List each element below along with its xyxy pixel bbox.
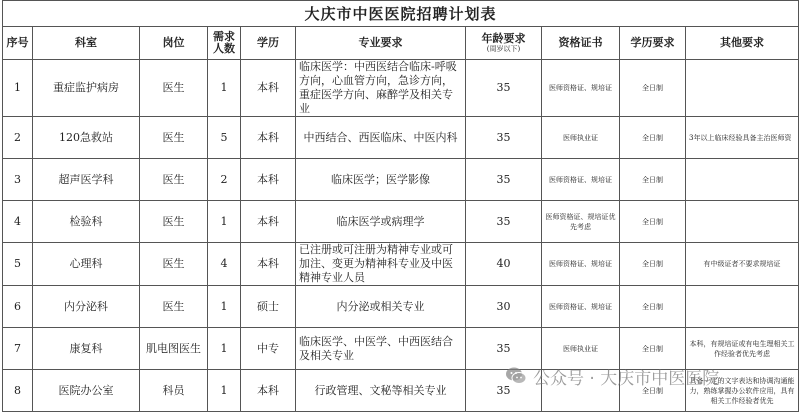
cell-major: 临床医学：中西医结合临床-呼吸方向，心血管方向，急诊方向，重症医学方向、麻醉学及相关专业 xyxy=(296,60,466,117)
cell-edu: 本科 xyxy=(241,117,296,159)
table-row xyxy=(3,243,799,286)
cell-seq: 5 xyxy=(3,243,33,286)
table-row xyxy=(3,201,799,243)
cell-edu-req: 全日制 xyxy=(620,286,686,328)
cell-other: 本科，有规培证或有电生理相关工作经验者优先考虑 xyxy=(686,328,799,370)
cell-dept: 内分泌科 xyxy=(33,286,140,328)
cell-dept: 120急救站 xyxy=(33,117,140,159)
header-seq: 序号 xyxy=(3,27,33,60)
cell-edu: 本科 xyxy=(241,201,296,243)
cell-edu: 中专 xyxy=(241,328,296,370)
cell-edu-req: 全日制 xyxy=(620,60,686,117)
cell-other: 3年以上临床经验具备主治医师资 xyxy=(686,117,799,159)
cell-major: 临床医学或病理学 xyxy=(296,201,466,243)
table-row xyxy=(3,60,799,117)
cell-dept: 康复科 xyxy=(33,328,140,370)
header-edu: 学历 xyxy=(241,27,296,60)
header-cert: 资格证书 xyxy=(542,27,620,60)
header-age-sub: (周岁以下) xyxy=(486,44,521,53)
cell-dept: 超声医学科 xyxy=(33,159,140,201)
cell-seq: 4 xyxy=(3,201,33,243)
cell-num: 2 xyxy=(208,159,241,201)
cell-seq: 3 xyxy=(3,159,33,201)
cell-num: 5 xyxy=(208,117,241,159)
cell-post: 肌电图医生 xyxy=(140,328,208,370)
cell-other xyxy=(686,286,799,328)
header-post: 岗位 xyxy=(140,27,208,60)
cell-edu-req: 全日制 xyxy=(620,201,686,243)
cell-edu: 本科 xyxy=(241,159,296,201)
cell-major: 临床医学、中医学、中西医结合及相关专业 xyxy=(296,328,466,370)
cell-major: 临床医学；医学影像 xyxy=(296,159,466,201)
watermark-text: 公众号 · 大庆市中医医院 xyxy=(533,368,720,389)
cell-seq: 1 xyxy=(3,60,33,117)
header-other: 其他要求 xyxy=(686,27,799,60)
cell-edu: 硕士 xyxy=(241,286,296,328)
cell-edu-req: 全日制 xyxy=(620,243,686,286)
cell-cert: 医师资格证、规培证 xyxy=(542,159,620,201)
cell-post: 医生 xyxy=(140,117,208,159)
cell-other: 具备一定的文字表达和协调沟通能力，熟练掌握办公软件应用，具有相关工作经验者优先 xyxy=(686,370,799,412)
cell-num: 4 xyxy=(208,243,241,286)
cell-seq: 7 xyxy=(3,328,33,370)
cell-age: 35 xyxy=(466,159,542,201)
cell-edu-req: 全日制 xyxy=(620,328,686,370)
table-title: 大庆市中医医院招聘计划表 xyxy=(3,1,799,27)
table-row xyxy=(3,117,799,159)
cell-cert: 医师资格证、规培证 xyxy=(542,286,620,328)
cell-num: 1 xyxy=(208,201,241,243)
cell-age: 35 xyxy=(466,60,542,117)
cell-num: 1 xyxy=(208,60,241,117)
cell-age: 35 xyxy=(466,328,542,370)
cell-post: 医生 xyxy=(140,159,208,201)
cell-major: 行政管理、文秘等相关专业 xyxy=(296,370,466,412)
cell-major: 中西结合、西医临床、中医内科 xyxy=(296,117,466,159)
wechat-icon xyxy=(505,365,527,387)
cell-dept: 医院办公室 xyxy=(33,370,140,412)
cell-edu-req: 全日制 xyxy=(620,159,686,201)
cell-major: 内分泌或相关专业 xyxy=(296,286,466,328)
cell-post: 科员 xyxy=(140,370,208,412)
header-age xyxy=(466,27,542,60)
cell-num: 1 xyxy=(208,370,241,412)
cell-edu: 本科 xyxy=(241,60,296,117)
cell-age: 35 xyxy=(466,117,542,159)
cell-cert: 医师资格证、规培证 xyxy=(542,243,620,286)
cell-seq: 6 xyxy=(3,286,33,328)
cell-dept: 重症监护病房 xyxy=(33,60,140,117)
recruitment-table xyxy=(2,0,799,412)
header-row xyxy=(3,27,799,60)
cell-other xyxy=(686,201,799,243)
cell-age: 35 xyxy=(466,201,542,243)
cell-seq: 2 xyxy=(3,117,33,159)
header-edu-req: 学历要求 xyxy=(620,27,686,60)
cell-age: 35 xyxy=(466,370,542,412)
cell-edu: 本科 xyxy=(241,243,296,286)
cell-cert: 医师资格证、规培证 xyxy=(542,60,620,117)
cell-post: 医生 xyxy=(140,243,208,286)
header-major: 专业要求 xyxy=(296,27,466,60)
cell-edu-req: 全日制 xyxy=(620,370,686,412)
header-age-label: 年龄要求 xyxy=(481,31,526,45)
cell-dept: 心理科 xyxy=(33,243,140,286)
cell-other xyxy=(686,159,799,201)
table-row xyxy=(3,286,799,328)
cell-num: 1 xyxy=(208,286,241,328)
cell-post: 医生 xyxy=(140,201,208,243)
cell-edu-req: 全日制 xyxy=(620,117,686,159)
cell-post: 医生 xyxy=(140,286,208,328)
header-dept: 科室 xyxy=(33,27,140,60)
cell-cert: 医师执业证 xyxy=(542,328,620,370)
cell-age: 40 xyxy=(466,243,542,286)
cell-dept: 检验科 xyxy=(33,201,140,243)
cell-edu: 本科 xyxy=(241,370,296,412)
cell-other: 有中级证者不要求规培证 xyxy=(686,243,799,286)
cell-other xyxy=(686,60,799,117)
cell-major: 已注册或可注册为精神专业或可加注、变更为精神科专业及中医精神专业人员 xyxy=(296,243,466,286)
watermark xyxy=(505,364,719,388)
header-num: 需求人数 xyxy=(208,27,241,60)
cell-post: 医生 xyxy=(140,60,208,117)
cell-age: 30 xyxy=(466,286,542,328)
cell-cert: 医师执业证 xyxy=(542,117,620,159)
cell-num: 1 xyxy=(208,328,241,370)
cell-cert: 医师资格证、规培证优先考虑 xyxy=(542,201,620,243)
table-row xyxy=(3,159,799,201)
cell-seq: 8 xyxy=(3,370,33,412)
